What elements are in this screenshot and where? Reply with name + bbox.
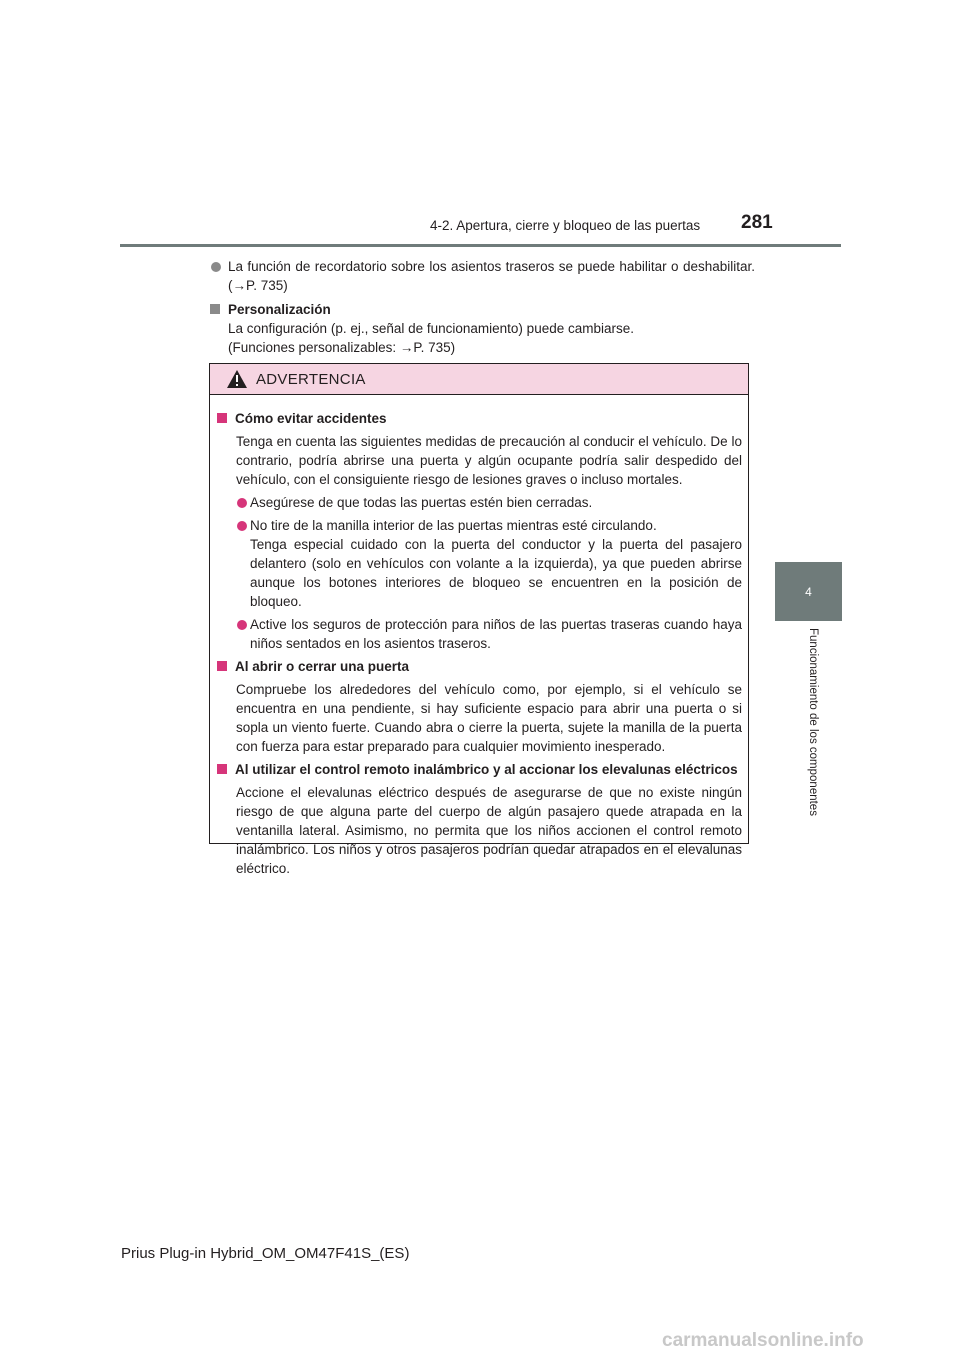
warning-heading-2-body: Compruebe los alrededores del vehículo como, por ejemplo, si el vehículo se encuentra en una pendiente, si hay suficiente espacio para abrir una puerta o si sopla un viento fuerte. Cuando abra o cierre la puerta, sujete la manilla de la puerta con fuerza para estar preparado para cualquier movimiento inesperado. bbox=[236, 682, 742, 754]
watermark: carmanualsonline.info bbox=[662, 1330, 864, 1351]
square-bullet-icon bbox=[217, 764, 227, 774]
warning-bullet-2-line-1: No tire de la manilla interior de las puertas mientras esté circulando. bbox=[250, 518, 657, 533]
warning-body bbox=[210, 395, 748, 878]
section-title: 4-2. Apertura, cierre y bloqueo de las puertas bbox=[430, 218, 701, 233]
personalization-heading-text: Personalización bbox=[228, 302, 331, 317]
warning-triangle-icon bbox=[226, 369, 248, 389]
warning-header bbox=[210, 364, 748, 395]
warning-heading-3 bbox=[217, 760, 742, 779]
warning-bullet-1-text: Asegúrese de que todas las puertas estén bien cerradas. bbox=[250, 495, 593, 510]
square-bullet-icon bbox=[210, 304, 220, 314]
warning-heading-3-body: Accione el elevalunas eléctrico después de asegurarse de que no existe ningún riesgo de que alguna parte del cuerpo de algún pasajero quede atrapada en la ventanilla lateral. Asimismo, no permita que los niños accionen el control remoto inalámbrico. Los niños y otros pasajeros podrían quedar atrapados en el elevalunas eléctrico. bbox=[236, 785, 742, 876]
personalization-line-1: La configuración (p. ej., señal de funcionamiento) puede cambiarse. bbox=[228, 321, 634, 336]
warning-box bbox=[209, 363, 749, 876]
warning-heading-2 bbox=[217, 657, 742, 676]
warning-heading-1-text: Cómo evitar accidentes bbox=[235, 411, 387, 426]
warning-bullet-3-text: Active los seguros de protección para niños de las puertas traseras cuando haya niños sentados en los asientos traseros. bbox=[250, 617, 742, 651]
bullet-icon bbox=[237, 521, 247, 531]
square-bullet-icon bbox=[217, 661, 227, 671]
warning-heading-1-body: Tenga en cuenta las siguientes medidas de precaución al conducir el vehículo. De lo contrario, podría abrirse una puerta y algún ocupante podría salir despedido del vehículo, con el consiguiente riesgo de lesiones graves o incluso mortales. bbox=[236, 434, 742, 487]
main-content bbox=[210, 257, 755, 357]
warning-heading-3-text: Al utilizar el control remoto inalámbrico y al accionar los elevalunas eléctricos bbox=[235, 762, 738, 777]
square-bullet-icon bbox=[217, 413, 227, 423]
warning-bullet-1 bbox=[217, 493, 742, 512]
personalization-heading bbox=[210, 300, 755, 319]
intro-bullet-text: La función de recordatorio sobre los asientos traseros se puede habilitar o deshabilitar. (→P. 735) bbox=[228, 259, 755, 293]
personalization-line-2: (Funciones personalizables: →P. 735) bbox=[228, 340, 456, 355]
header-rule bbox=[120, 244, 841, 247]
document-id: Prius Plug-in Hybrid_OM_OM47F41S_(ES) bbox=[121, 1245, 410, 1262]
chapter-number: 4 bbox=[805, 584, 812, 599]
page-number: 281 bbox=[741, 212, 773, 233]
chapter-tab bbox=[775, 562, 842, 621]
intro-bullet bbox=[210, 257, 755, 295]
warning-heading-2-text: Al abrir o cerrar una puerta bbox=[235, 659, 410, 674]
warning-bullet-2 bbox=[217, 516, 742, 611]
warning-bullet-2-line-2: Tenga especial cuidado con la puerta del conductor y la puerta del pasajero delantero (solo en vehículos con volante a la izquierda), ya que pueden abrirse aunque los botones interiores de bloqueo se encuentren en la posición de bloqueo. bbox=[250, 537, 742, 609]
bullet-icon bbox=[237, 620, 247, 630]
chapter-title: Funcionamiento de los componentes bbox=[807, 628, 819, 816]
warning-title: ADVERTENCIA bbox=[256, 370, 366, 388]
warning-heading-1 bbox=[217, 409, 742, 428]
warning-bullet-3 bbox=[217, 615, 742, 653]
bullet-icon bbox=[211, 262, 221, 272]
bullet-icon bbox=[237, 498, 247, 508]
